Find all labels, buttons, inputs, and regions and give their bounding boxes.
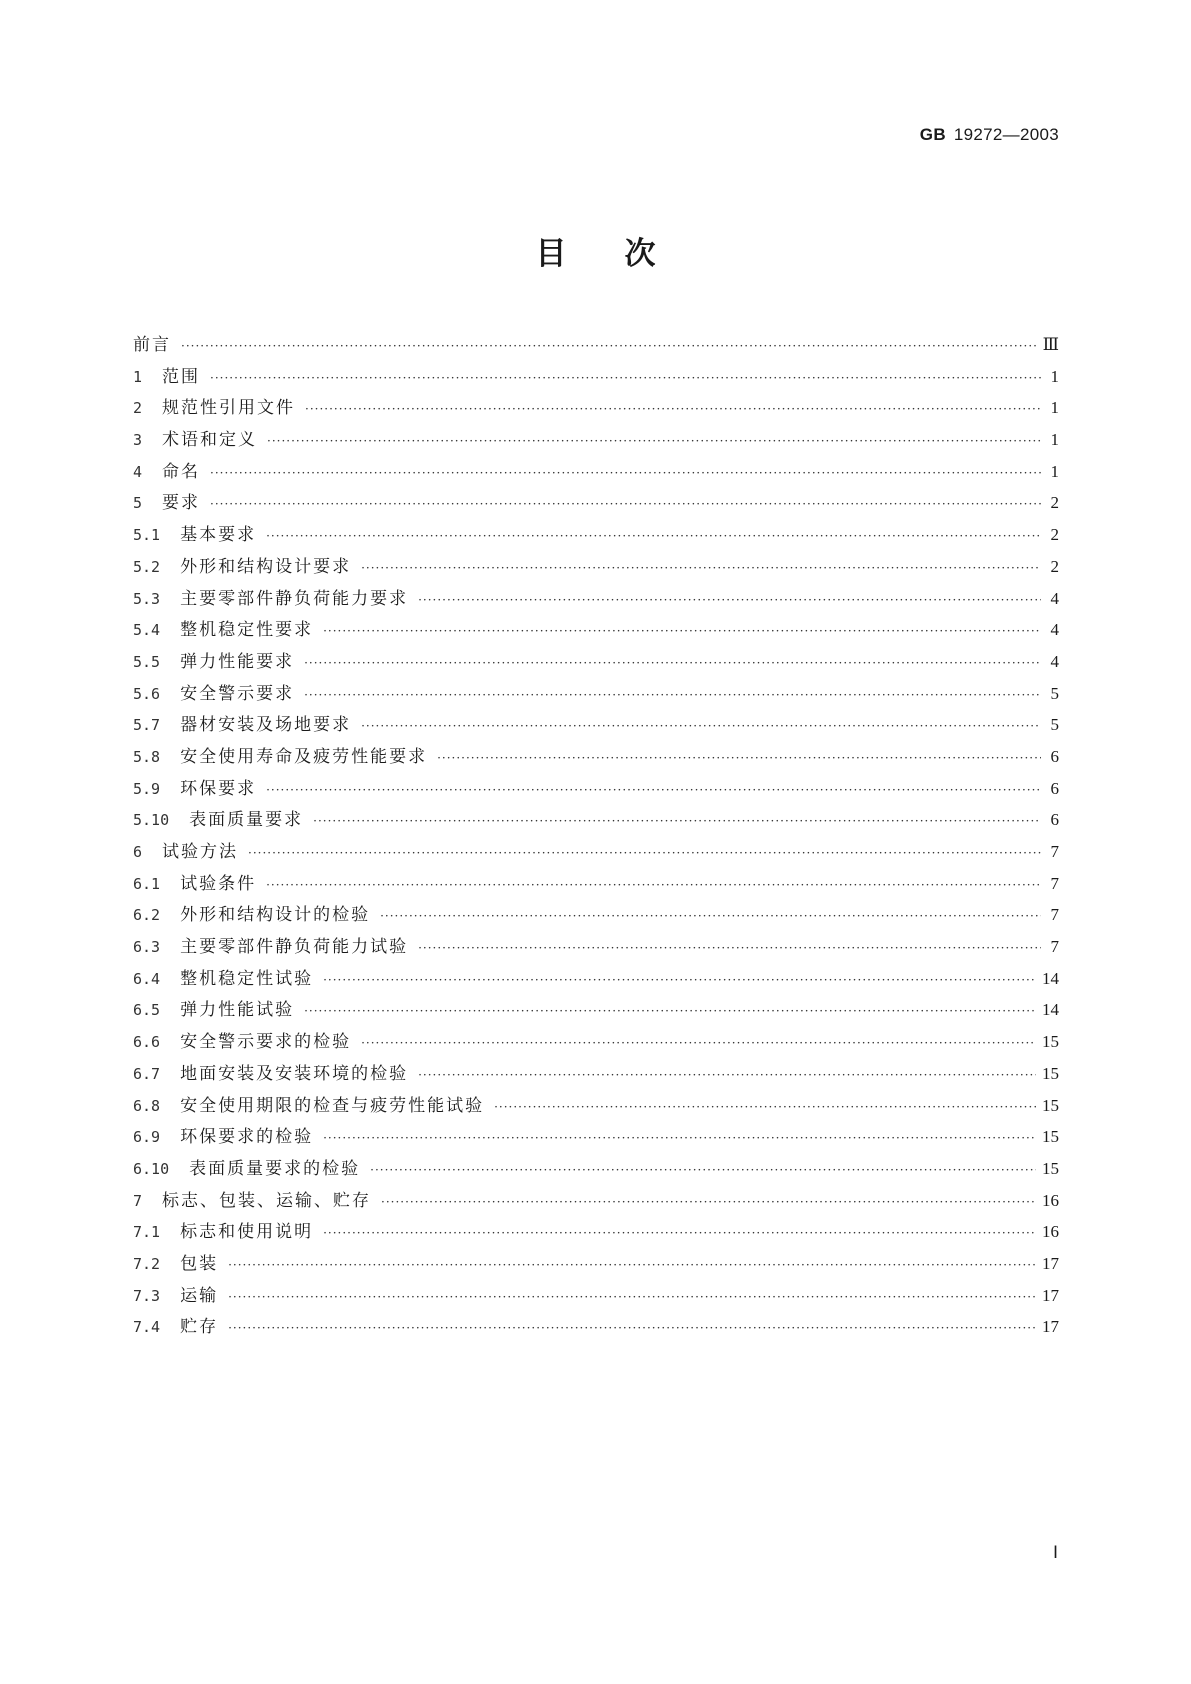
- toc-entry-title: 命名: [162, 461, 201, 482]
- toc-entry-number: 1: [133, 367, 143, 386]
- toc-entry-page: 16: [1042, 1222, 1059, 1242]
- toc-entry-number: 6.5: [133, 1001, 161, 1020]
- toc-entry[interactable]: [133, 520, 1059, 552]
- toc-entry[interactable]: [133, 1186, 1059, 1218]
- toc-entry[interactable]: [133, 1154, 1059, 1186]
- toc-dot-leader: [323, 624, 1041, 638]
- toc-entry-page: 6: [1050, 810, 1059, 830]
- toc-entry-page: 17: [1042, 1253, 1059, 1273]
- toc-dot-leader: [304, 688, 1041, 702]
- toc-entry-number: 5.7: [133, 716, 161, 735]
- toc-dot-leader: [361, 1036, 1036, 1050]
- toc-entry[interactable]: [133, 774, 1059, 806]
- toc-entry[interactable]: [133, 710, 1059, 742]
- toc-dot-leader: [418, 941, 1041, 955]
- toc-entry-page: 2: [1050, 525, 1059, 545]
- toc-dot-leader: [228, 1290, 1036, 1304]
- toc-dot-leader: [228, 1258, 1036, 1272]
- toc-entry-page: 7: [1050, 842, 1059, 861]
- toc-dot-leader: [210, 371, 1041, 385]
- toc-entry-number: 6.3: [133, 938, 161, 957]
- toc-entry-number: 6.6: [133, 1033, 161, 1052]
- toc-entry-title: 标志和使用说明: [180, 1222, 314, 1243]
- standard-prefix: GB: [919, 125, 946, 144]
- toc-entry-page: 4: [1050, 620, 1059, 640]
- toc-entry-number: 6.2: [133, 906, 161, 925]
- toc-dot-leader: [266, 529, 1041, 543]
- toc-entry-title: 贮存: [180, 1317, 219, 1338]
- toc-entry-page: Ⅲ: [1042, 335, 1059, 354]
- toc-entry-page: 14: [1042, 968, 1059, 988]
- toc-entry-number: 7: [133, 1191, 143, 1210]
- toc-dot-leader: [248, 846, 1041, 860]
- toc-entry-page: 1: [1050, 398, 1059, 418]
- toc-entry[interactable]: [133, 995, 1059, 1027]
- toc-entry-page: 15: [1042, 1063, 1059, 1083]
- toc-entry-number: 6.9: [133, 1128, 161, 1147]
- toc-dot-leader: [418, 593, 1041, 607]
- toc-entry-page: 1: [1050, 461, 1059, 481]
- toc-title: 目次: [535, 236, 714, 272]
- toc-entry-number: 7.4: [133, 1318, 161, 1337]
- toc-entry-number: 5.10: [133, 811, 170, 830]
- toc-entry[interactable]: [133, 1249, 1059, 1281]
- toc-entry[interactable]: [133, 393, 1059, 425]
- page-number: Ⅰ: [1052, 1543, 1058, 1562]
- toc-dot-leader: [323, 1131, 1036, 1145]
- toc-entry-title: 运输: [180, 1285, 219, 1306]
- toc-entry-page: 4: [1050, 651, 1059, 671]
- toc-entry[interactable]: [133, 584, 1059, 616]
- toc-entry-title: 环保要求的检验: [180, 1127, 314, 1148]
- toc-entry-page: 2: [1050, 556, 1059, 576]
- toc-entry-page: 14: [1042, 1000, 1059, 1020]
- toc-entry-page: 6: [1050, 778, 1059, 798]
- toc-entry-page: 4: [1050, 588, 1059, 608]
- toc-entry[interactable]: [133, 488, 1059, 520]
- toc-entry-page: 15: [1042, 1158, 1059, 1178]
- toc-entry-title: 地面安装及安装环境的检验: [180, 1063, 409, 1084]
- toc-entry[interactable]: [133, 1122, 1059, 1154]
- toc-entry-title: 安全使用期限的检查与疲劳性能试验: [180, 1095, 485, 1116]
- toc-entry[interactable]: [133, 647, 1059, 679]
- toc-entry-number: 6.8: [133, 1096, 161, 1115]
- toc-dot-leader: [370, 1163, 1036, 1177]
- toc-entry-title: 弹力性能要求: [180, 651, 295, 672]
- toc-entry[interactable]: [133, 1091, 1059, 1123]
- toc-entry-title: 试验方法: [162, 842, 239, 862]
- toc-dot-leader: [304, 656, 1041, 670]
- toc-entry-number: 3: [133, 431, 143, 450]
- toc-entry-number: 6.4: [133, 969, 161, 988]
- toc-dot-leader: [323, 973, 1036, 987]
- toc-entry-page: 5: [1050, 715, 1059, 735]
- toc-dot-leader: [266, 783, 1041, 797]
- toc-dot-leader: [418, 1068, 1036, 1082]
- toc-entry[interactable]: [133, 900, 1059, 932]
- toc-entry-number: 5.9: [133, 779, 161, 798]
- toc-entry-title: 包装: [180, 1253, 219, 1274]
- toc-dot-leader: [305, 402, 1041, 416]
- toc-dot-leader: [381, 1195, 1036, 1209]
- toc-entry-page: 15: [1042, 1032, 1059, 1052]
- toc-entry-title: 安全警示要求的检验: [180, 1032, 352, 1053]
- toc-dot-leader: [323, 1226, 1036, 1240]
- toc-entry-number: 5.3: [133, 589, 161, 608]
- toc-entry-title: 外形和结构设计的检验: [180, 905, 371, 926]
- standard-number: 19272—2003: [953, 125, 1059, 144]
- toc-entry-title: 整机稳定性要求: [180, 620, 314, 641]
- toc-entry[interactable]: [133, 869, 1059, 901]
- toc-entry[interactable]: [133, 932, 1059, 964]
- toc-dot-leader: [361, 719, 1041, 733]
- toc-entry-title: 标志、包装、运输、贮存: [162, 1190, 372, 1211]
- toc-entry-page: 5: [1050, 683, 1059, 703]
- toc-entry-title: 环保要求: [180, 778, 257, 799]
- toc-entry[interactable]: [133, 552, 1059, 584]
- toc-entry-page: 17: [1042, 1317, 1059, 1337]
- toc-entry-number: 5: [133, 494, 143, 513]
- toc-dot-leader: [304, 1004, 1036, 1018]
- toc-dot-leader: [361, 561, 1041, 575]
- table-of-contents: [133, 330, 1059, 1344]
- toc-entry-page: 7: [1050, 937, 1059, 957]
- toc-entry-number: 5.6: [133, 684, 161, 703]
- toc-entry-page: 15: [1042, 1127, 1059, 1147]
- toc-entry-title: 整机稳定性试验: [180, 968, 314, 989]
- toc-dot-leader: [228, 1321, 1036, 1335]
- toc-dot-leader: [380, 909, 1041, 923]
- toc-entry-title: 外形和结构设计要求: [180, 556, 352, 577]
- toc-entry-page: 16: [1042, 1190, 1059, 1210]
- toc-entry-page: 1: [1050, 430, 1059, 450]
- toc-dot-leader: [494, 1100, 1036, 1114]
- toc-entry[interactable]: [133, 742, 1059, 774]
- toc-entry[interactable]: [133, 1217, 1059, 1249]
- toc-dot-leader: [210, 466, 1041, 480]
- toc-entry-number: 5.2: [133, 557, 161, 576]
- toc-entry[interactable]: [133, 1059, 1059, 1091]
- toc-entry[interactable]: [133, 837, 1059, 869]
- toc-entry-number: 5.8: [133, 747, 161, 766]
- toc-entry[interactable]: [133, 362, 1059, 394]
- toc-entry-title: 范围: [162, 366, 201, 387]
- standard-code: [920, 125, 1059, 145]
- toc-entry-number: 5.1: [133, 526, 161, 545]
- toc-entry-title: 术语和定义: [162, 430, 258, 451]
- toc-entry[interactable]: [133, 615, 1059, 647]
- toc-entry-page: 7: [1050, 905, 1059, 925]
- toc-entry-title: 要求: [162, 493, 201, 514]
- toc-entry-title: 主要零部件静负荷能力要求: [180, 588, 409, 609]
- toc-entry-page: 1: [1050, 366, 1059, 386]
- toc-entry-page: 15: [1042, 1095, 1059, 1115]
- toc-dot-leader: [267, 434, 1041, 448]
- toc-entry[interactable]: [133, 1281, 1059, 1313]
- toc-entry-title: 表面质量要求: [189, 810, 304, 831]
- toc-entry-number: 6.1: [133, 874, 161, 893]
- toc-entry-title: 试验条件: [180, 873, 257, 894]
- toc-entry-page: 6: [1050, 746, 1059, 766]
- toc-dot-leader: [266, 878, 1041, 892]
- toc-dot-leader: [437, 751, 1041, 765]
- toc-dot-leader: [181, 339, 1037, 353]
- toc-entry-page: 7: [1050, 873, 1059, 893]
- toc-entry-title: 弹力性能试验: [180, 1000, 295, 1021]
- toc-entry-number: 5.5: [133, 652, 161, 671]
- toc-entry-title: 安全警示要求: [180, 683, 295, 704]
- toc-entry-number: 6.7: [133, 1064, 161, 1083]
- toc-entry-number: 5.4: [133, 621, 161, 640]
- toc-entry[interactable]: [133, 964, 1059, 996]
- toc-entry-number: 6.10: [133, 1159, 170, 1178]
- toc-entry-number: 2: [133, 399, 143, 418]
- toc-dot-leader: [313, 814, 1041, 828]
- toc-entry-number: 7.2: [133, 1254, 161, 1273]
- toc-entry[interactable]: [133, 1027, 1059, 1059]
- toc-entry-title: 安全使用寿命及疲劳性能要求: [180, 746, 428, 767]
- toc-entry-title: 基本要求: [180, 525, 257, 546]
- toc-entry-number: 7.3: [133, 1286, 161, 1305]
- toc-entry[interactable]: [133, 425, 1059, 457]
- toc-entry-title: 主要零部件静负荷能力试验: [180, 937, 409, 958]
- toc-entry-page: 17: [1042, 1285, 1059, 1305]
- toc-entry-number: 7.1: [133, 1223, 161, 1242]
- toc-entry[interactable]: [133, 1312, 1059, 1344]
- toc-entry-title: 表面质量要求的检验: [189, 1158, 361, 1179]
- toc-entry-title: 前言: [133, 335, 171, 355]
- toc-entry-number: 6: [133, 843, 143, 861]
- toc-entry-title: 器材安装及场地要求: [180, 715, 352, 736]
- toc-dot-leader: [210, 497, 1041, 511]
- toc-entry[interactable]: [133, 679, 1059, 711]
- toc-entry-number: 4: [133, 462, 143, 481]
- toc-entry[interactable]: [133, 330, 1059, 362]
- toc-entry-title: 规范性引用文件: [162, 398, 296, 419]
- toc-entry[interactable]: [133, 805, 1059, 837]
- toc-entry-page: 2: [1050, 493, 1059, 513]
- toc-entry[interactable]: [133, 457, 1059, 489]
